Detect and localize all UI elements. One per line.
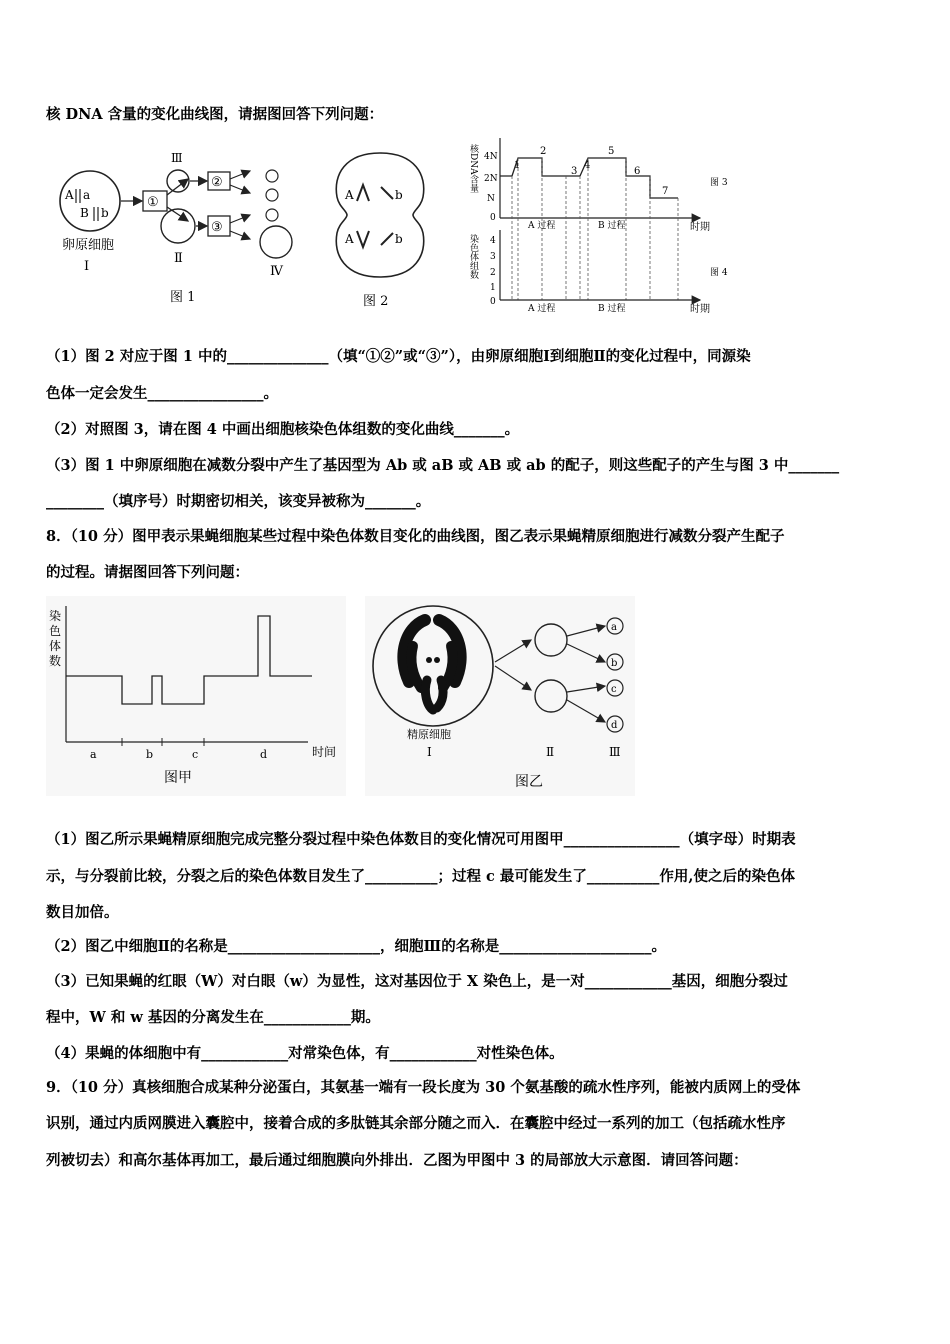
stage-5: 5 [608,146,615,157]
intro-line: 核 DNA 含量的变化曲线图，请据图回答下列问题： [46,106,384,123]
fig3-y-axis-label: 核DNA含量 [468,144,478,193]
q7-part1-line2: 色体一定会发生________________。 [46,385,278,402]
fig4-tick-3: 3 [490,252,496,262]
fig4-tick-2: 2 [490,268,496,278]
jia-tick-a: a [90,748,97,761]
gene-B: B [80,206,89,220]
stage-1: 1 [514,160,521,171]
jia-tick-c: c [192,748,199,761]
jia-y-label-1: 染 [49,609,62,623]
figure-3-4 [470,130,740,320]
product-b: b [611,658,618,669]
polar-body-3 [266,209,278,221]
label-III: Ⅲ [171,151,183,165]
stage-II-label: Ⅱ [546,745,555,759]
q8-part1-line2: 示，与分裂前比较，分裂之后的染色体数目发生了__________；过程 c 最可能发生了__________作用,使之后的染色体 [46,868,795,885]
fig2-gene-b-top: b [395,188,403,202]
product-d: d [611,720,618,731]
q8-part1-line3: 数目加倍。 [46,904,119,921]
q9-line3: 列被切去）和高尔基体再加工，最后通过细胞膜向外排出．乙图为甲图中 3 的局部放大示意图．请回答问题： [46,1152,748,1169]
stage-7: 7 [662,186,669,197]
product-a: a [611,622,617,633]
label-I: Ⅰ [84,259,90,274]
fig3-tick-4N: 4N [484,152,498,162]
q8-part3-line2: 程中，W 和 w 基因的分离发生在____________期。 [46,1009,380,1026]
fig2-gene-A-top: A [345,188,354,202]
stage-6: 6 [634,166,641,177]
jia-tick-d: d [260,748,268,761]
fig3-tick-0: 0 [490,213,496,223]
polar-body-1 [266,170,278,182]
fig3-tick-N: N [487,194,495,204]
figure-yi [365,596,635,796]
fig3-caption: 图 3 [710,178,728,188]
gene-A: A [65,188,74,202]
label-oocyte: 卵原细胞 [62,238,115,253]
q7-part1-line1: （1）图 2 对应于图 1 中的______________（填“①②”或“③”），由卵原细胞Ⅰ到细胞Ⅱ的变化过程中，同源染 [46,348,751,365]
stage-3: 3 [571,166,578,177]
step-2: ② [211,175,223,190]
fig3-process-A: A 过程 [528,221,556,231]
spermatogonium-label: 精原细胞 [407,728,451,741]
stage-2: 2 [540,146,547,157]
fig4-tick-1: 1 [490,283,496,293]
q8-part4: （4）果蝇的体细胞中有____________对常染色体，有____________对性染色体。 [46,1045,564,1062]
figure-2 [325,135,435,325]
egg-cell-IV [260,226,292,258]
step-3: ③ [211,220,223,235]
fig4-time-label: 时期 [690,304,710,315]
fig3-tick-2N: 2N [484,174,498,184]
q7-part3-line1: （3）图 1 中卵原细胞在减数分裂中产生了基因型为 Ab 或 aB 或 AB 或 ab 的配子，则这些配子的产生与图 3 中_______ [46,457,840,474]
q8-intro-line1: 8．（10 分）图甲表示果蝇细胞某些过程中染色体数目变化的曲线图，图乙表示果蝇精原细胞进行减数分裂产生配子 [46,528,785,545]
polar-body-2 [266,189,278,201]
q7-part2: （2）对照图 3，请在图 4 中画出细胞核染色体组数的变化曲线_______。 [46,421,520,438]
figure-1 [50,135,310,325]
gene-b: b [101,206,109,220]
dividing-cell [336,153,423,277]
step-1: ① [147,195,159,210]
jia-time-label: 时间 [312,745,337,759]
jia-tick-b: b [146,748,154,761]
jia-y-label-3: 体 [49,639,62,653]
jia-y-label-4: 数 [49,654,62,668]
jia-y-label-2: 色 [49,624,62,638]
fig4-caption: 图 4 [710,268,728,278]
gene-a: a [83,188,91,202]
fig2-gene-b-bottom: b [395,232,403,246]
q8-part3-line1: （3）已知果蝇的红眼（W）对白眼（w）为显性，这对基因位于 X 染色上，是一对____________基因，细胞分裂过 [46,973,788,990]
jia-caption: 图甲 [164,770,192,786]
fig4-tick-0: 0 [490,297,496,307]
stage-III-label: Ⅲ [609,745,621,759]
fig4-process-A: A 过程 [528,304,556,314]
fig4-tick-4: 4 [490,236,496,246]
fig4-y-axis-label: 染色体组数 [468,234,478,279]
label-II: Ⅱ [174,251,183,266]
label-IV: Ⅳ [270,264,283,279]
q9-line2: 识别，通过内质网膜进入囊腔中，接着合成的多肽链其余部分随之而入．在囊腔中经过一系列的加工（包括疏水性序 [46,1115,786,1132]
figure-2-caption: 图 2 [363,294,389,309]
q8-intro-line2: 的过程。请据图回答下列问题： [46,564,249,581]
q9-line1: 9．（10 分）真核细胞合成某种分泌蛋白，其氨基一端有一段长度为 30 个氨基酸的疏水性序列，能被内质网上的受体 [46,1079,801,1096]
q7-part3-line2: ________（填序号）时期密切相关，该变异被称为_______。 [46,493,431,510]
stage-I-label: Ⅰ [427,745,432,759]
figure-1-caption: 图 1 [170,290,196,305]
product-c: c [611,684,617,695]
fig4-process-B: B 过程 [598,304,626,314]
q8-part1-line1: （1）图乙所示果蝇精原细胞完成完整分裂过程中染色体数目的变化情况可用图甲________________（填字母）时期表 [46,831,796,848]
q8-part2: （2）图乙中细胞Ⅱ的名称是_____________________，细胞Ⅲ的名称是_____________________。 [46,938,666,955]
fig3-time-label: 时期 [690,222,710,233]
fig2-gene-A-bottom: A [345,232,354,246]
stage-4: 4 [584,160,591,171]
figure-jia [46,596,346,796]
fig3-process-B: B 过程 [598,221,626,231]
yi-caption: 图乙 [515,774,543,790]
